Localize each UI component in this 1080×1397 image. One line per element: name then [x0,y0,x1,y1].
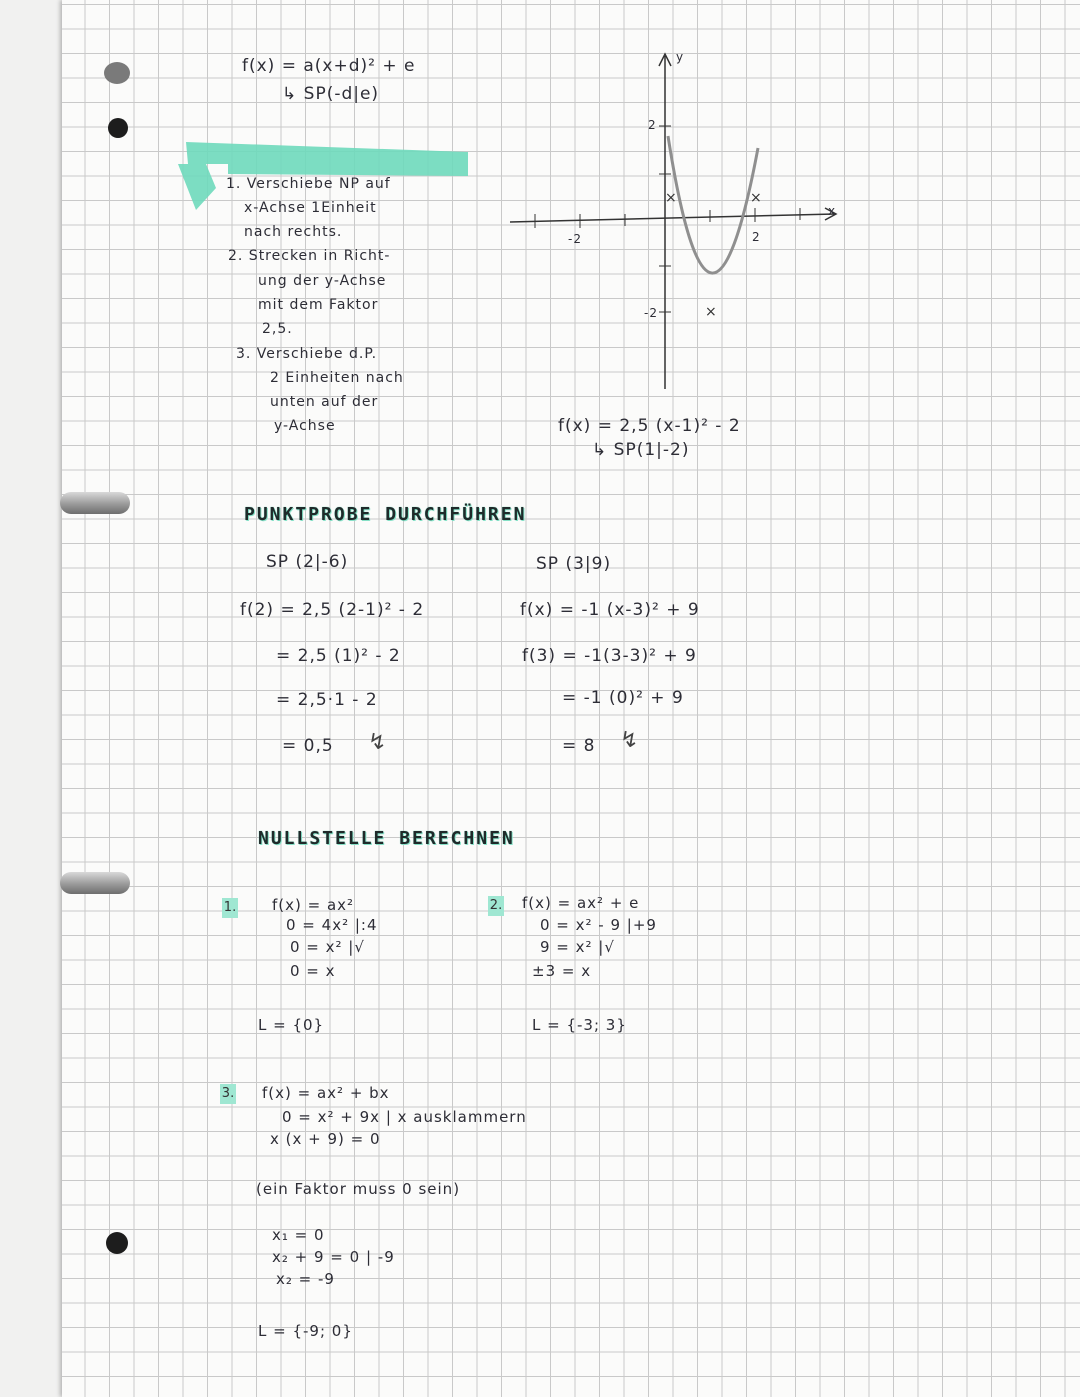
punktprobe-right-line-1: f(x) = -1 (x-3)² + 9 [520,600,700,620]
step-3-line-3: unten auf der [270,394,379,410]
punktprobe-left-line-3: = 2,5·1 - 2 [276,690,378,710]
step-3-line-1: 3. Verschiebe d.P. [236,346,378,362]
binder-ring-1 [60,492,130,514]
case3-result: L = {-9; 0} [258,1322,353,1340]
step-3-line-2: 2 Einheiten nach [270,370,404,386]
case1-line-4: 0 = x [290,962,336,980]
step-2-line-4: 2,5. [262,321,293,337]
case2-result: L = {-3; 3} [532,1016,627,1034]
step-2-line-3: mit dem Faktor [258,297,379,313]
contradiction-icon-2: ↯ [620,728,639,753]
punktprobe-right-point: SP (3|9) [536,554,612,574]
punktprobe-left-point: SP (2|-6) [266,552,349,572]
vertex-form-formula: f(x) = a(x+d)² + e [242,56,416,76]
step-1-line-1: 1. Verschiebe NP auf [226,176,391,192]
case2-line-4: ±3 = x [532,962,592,980]
step-1-line-2: x-Achse 1Einheit [244,200,377,216]
case1-number: 1. [222,898,238,918]
vertex-rule: ↳ SP(-d|e) [282,84,380,104]
punktprobe-right-line-4: = 8 [562,736,596,756]
binder-ring-2 [60,872,130,894]
graph-vertex: ↳ SP(1|-2) [592,440,690,460]
case3-solve-2: x₂ + 9 = 0 | -9 [272,1248,395,1266]
graph-y-label: y [676,50,685,64]
case2-line-1: f(x) = ax² + e [522,894,640,912]
case3-solve-1: x₁ = 0 [272,1226,325,1244]
case2-line-3: 9 = x² |√ [540,938,615,956]
case3-solve-3: x₂ = -9 [276,1270,335,1288]
case1-line-2: 0 = 4x² |:4 [286,916,378,934]
punktprobe-right-line-3: = -1 (0)² + 9 [562,688,684,708]
case1-result: L = {0} [258,1016,325,1034]
case3-line-1: f(x) = ax² + bx [262,1084,390,1102]
punktprobe-right-line-2: f(3) = -1(3-3)² + 9 [522,646,697,666]
graph-tick-x-pos: 2 [752,230,761,244]
case3-line-3: x (x + 9) = 0 [270,1130,381,1148]
case2-number: 2. [488,896,504,916]
heading-nullstellen: NULLSTELLE BERECHNEN [258,828,515,849]
punktprobe-left-line-2: = 2,5 (1)² - 2 [276,646,401,666]
svg-text:×: × [705,304,717,320]
parabola-curve [668,136,758,273]
binder-hole-upper [108,118,128,138]
case2-line-2: 0 = x² - 9 |+9 [540,916,657,934]
x-axis [510,214,835,222]
svg-text:×: × [665,190,677,206]
parabola-graph [500,44,860,394]
case3-line-2: 0 = x² + 9x | x ausklammern [282,1108,527,1126]
contradiction-icon: ↯ [368,730,387,755]
step-1-line-3: nach rechts. [244,224,343,240]
step-3-line-4: y-Achse [274,418,336,434]
binder-hole-bottom [106,1232,128,1254]
heading-punktprobe: PUNKTPROBE DURCHFÜHREN [244,504,527,525]
punktprobe-left-line-4: = 0,5 [282,736,334,756]
graph-tick-y-pos: 2 [648,118,657,132]
svg-text:×: × [750,190,762,206]
graph-function: f(x) = 2,5 (x-1)² - 2 [558,416,741,436]
punktprobe-left-line-1: f(2) = 2,5 (2-1)² - 2 [240,600,425,620]
binder-hole-top [104,62,130,84]
graph-tick-y-neg: -2 [644,306,658,320]
graph-tick-x-neg: -2 [568,232,582,246]
case3-number: 3. [220,1084,236,1104]
step-2-line-2: ung der y-Achse [258,273,387,289]
case3-note: (ein Faktor muss 0 sein) [256,1180,461,1198]
step-2-line-1: 2. Strecken in Richt- [228,248,391,264]
case1-line-1: f(x) = ax² [272,896,355,914]
case1-line-3: 0 = x² |√ [290,938,365,956]
graph-x-label: x [828,204,837,218]
